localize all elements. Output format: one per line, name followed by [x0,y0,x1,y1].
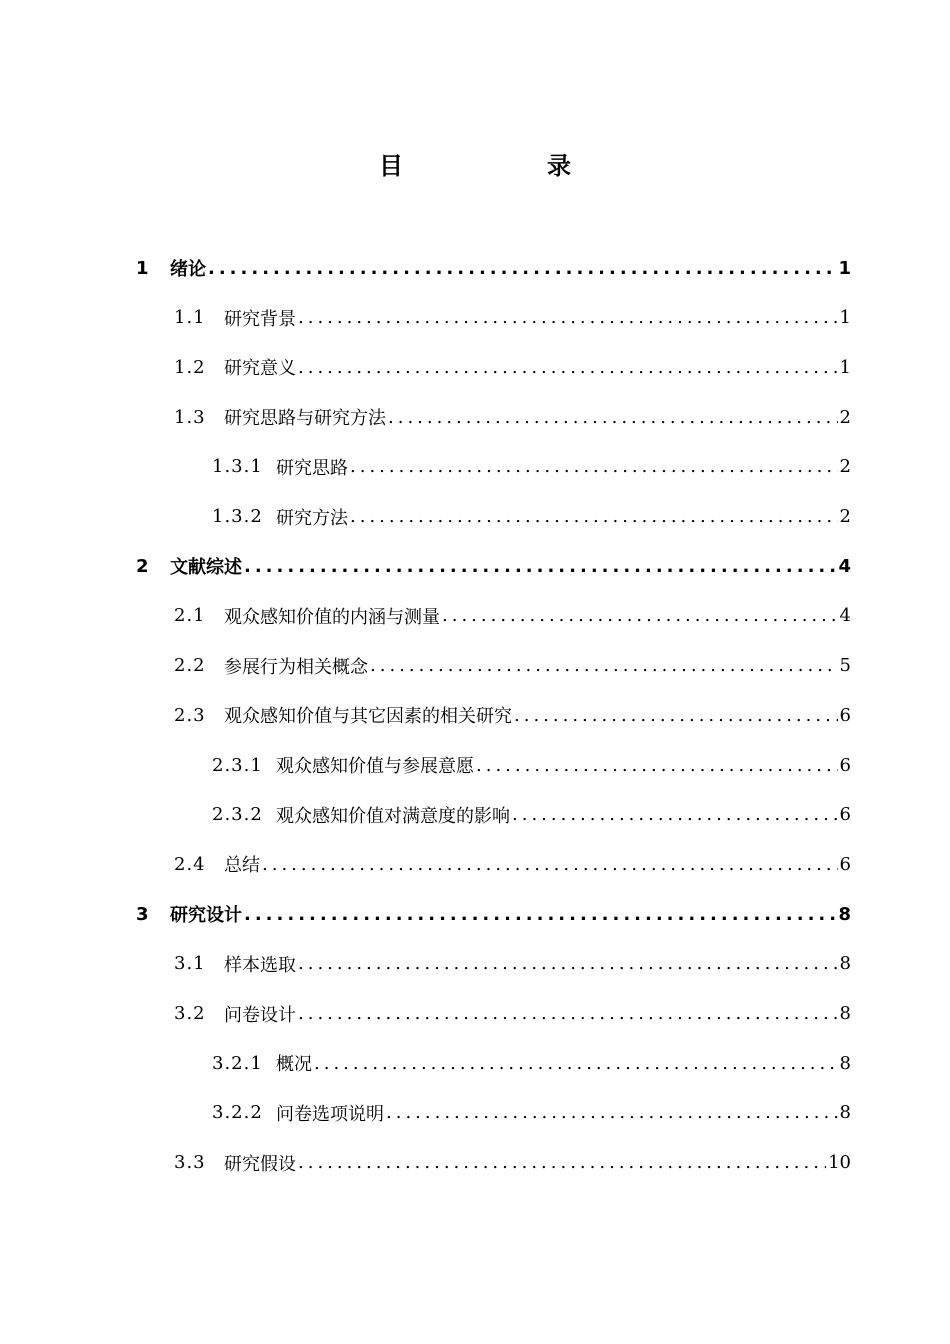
toc-entry-page-number: 6 [839,754,851,776]
toc-entry-number: 3.3 [174,1152,206,1174]
toc-entry-number: 2.1 [174,605,206,627]
dot-leader [262,854,838,875]
toc-entry-3-2-2[interactable] [212,1095,851,1131]
toc-entry-page-number: 6 [839,853,851,875]
toc-entry-title: 研究假设 [224,1153,296,1175]
toc-entry-page-number: 6 [839,704,851,726]
toc-entry-number: 2.3.2 [212,804,263,826]
toc-entry-page-number: 4 [839,605,851,627]
toc-entry-page-number: 6 [839,804,851,826]
toc-entry-1-3-1[interactable] [212,449,851,485]
dot-leader [208,258,836,279]
toc-entry-page-number: 1 [839,307,851,329]
toc-entry-3-3[interactable] [174,1145,851,1181]
toc-entry-title: 研究思路 [276,457,348,479]
toc-entry-number: 3.2.1 [212,1052,263,1074]
dot-leader [298,1152,826,1173]
toc-entry-number: 1.3.1 [212,456,263,478]
dot-leader [350,506,838,527]
toc-entry-page-number: 5 [839,655,851,677]
toc-entry-number: 3 [136,903,149,925]
toc-entry-title: 样本选取 [224,954,296,976]
toc-entry-3[interactable] [136,896,851,932]
dot-leader [388,407,838,428]
toc-entry-3-1[interactable] [174,946,851,982]
toc-entry-2-3-1[interactable] [212,747,851,783]
dot-leader [244,904,836,925]
toc-entry-title: 观众感知价值的内涵与测量 [224,606,440,628]
toc-entry-2-3-2[interactable] [212,797,851,833]
toc-entry-number: 3.1 [174,953,206,975]
toc-entry-number: 2.3.1 [212,754,263,776]
dot-leader [350,456,838,477]
toc-entry-1-1[interactable] [174,300,851,336]
toc-entry-3-2[interactable] [174,996,851,1032]
toc-entry-title: 观众感知价值对满意度的影响 [276,805,510,827]
toc-entry-page-number: 2 [839,506,851,527]
toc-entry-number: 1.1 [174,307,206,329]
toc-entry-title: 研究意义 [224,358,296,380]
toc-entry-title: 研究设计 [170,905,242,927]
toc-entry-title: 研究思路与研究方法 [224,408,386,430]
toc-entry-number: 1 [136,257,149,279]
toc-entry-number: 2.4 [174,853,206,875]
toc-entry-title: 研究背景 [224,308,296,330]
toc-entry-2-4[interactable] [174,846,851,882]
toc-entry-2[interactable] [136,548,851,584]
dot-leader [514,705,838,726]
toc-entry-page-number: 1 [838,257,851,279]
toc-entry-title: 观众感知价值与参展意愿 [276,756,474,777]
toc-entry-page-number: 8 [839,953,851,975]
toc-entry-title: 总结 [224,855,260,877]
dot-leader [244,556,836,577]
toc-entry-page-number: 8 [839,1102,851,1124]
toc-entry-number: 1.3.2 [212,506,263,527]
page-title: 目 录 [379,152,631,180]
toc-entry-number: 2 [136,555,149,577]
dot-leader [298,1003,838,1024]
toc-entry-page-number: 2 [839,406,851,428]
toc-entry-page-number: 8 [838,903,851,925]
dot-leader [442,605,838,626]
dot-leader [298,307,838,328]
dot-leader [476,755,838,776]
toc-entry-1-3-2[interactable] [212,499,851,535]
toc-entry-page-number: 8 [839,1052,851,1074]
toc-entry-page-number: 8 [839,1003,851,1024]
toc-entry-number: 3.2.2 [212,1102,263,1124]
toc-entry-title: 绪论 [170,259,206,280]
toc-entry-2-2[interactable] [174,648,851,684]
dot-leader [386,1102,838,1123]
toc-entry-number: 1.2 [174,356,206,378]
dot-leader [512,804,838,825]
toc-entry-page-number: 2 [839,456,851,478]
toc-entry-1-2[interactable] [174,349,851,385]
toc-entry-2-1[interactable] [174,598,851,634]
toc-entry-page-number: 1 [839,356,851,378]
toc-entry-title: 文献综述 [170,557,242,579]
toc-entry-title: 参展行为相关概念 [224,656,368,678]
dot-leader [298,357,838,378]
toc-entry-number: 2.3 [174,704,206,726]
dot-leader [314,1053,838,1074]
toc-entry-title: 问卷选项说明 [276,1103,384,1125]
toc-entry-title: 研究方法 [276,507,348,529]
toc-entry-title: 问卷设计 [224,1004,296,1026]
toc-entry-number: 3.2 [174,1003,206,1024]
toc-entry-page-number: 10 [828,1152,851,1174]
toc-entry-page-number: 4 [838,555,851,577]
toc-entry-title: 概况 [276,1054,312,1076]
toc-entry-number: 1.3 [174,406,206,428]
toc-entry-1[interactable] [136,250,851,286]
toc-entry-title: 观众感知价值与其它因素的相关研究 [224,706,512,728]
dot-leader [370,655,838,676]
dot-leader [298,953,838,974]
toc-entry-number: 2.2 [174,655,206,677]
toc-entry-3-2-1[interactable] [212,1045,851,1081]
toc-entry-2-3[interactable] [174,697,851,733]
toc-entry-1-3[interactable] [174,399,851,435]
